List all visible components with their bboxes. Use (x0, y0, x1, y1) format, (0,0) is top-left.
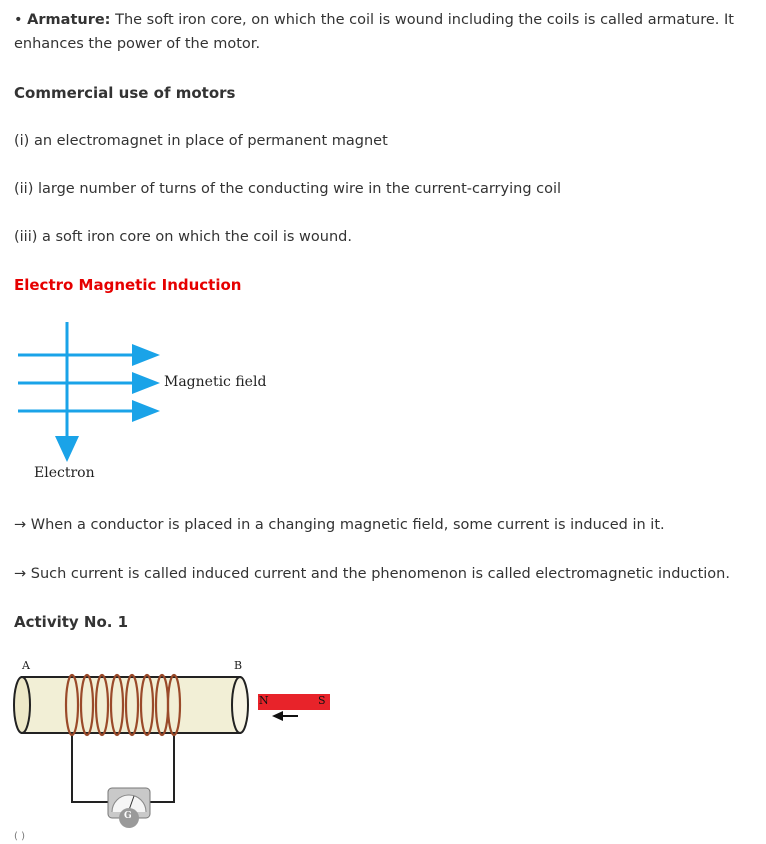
bullet: • (14, 12, 23, 28)
magnet-n-label: N (259, 694, 269, 707)
magnet-direction-arrow (272, 711, 298, 721)
electron-label: Electron (34, 465, 95, 481)
label-b: B (234, 659, 243, 672)
commercial-heading: Commercial use of motors (14, 84, 236, 102)
magnet-s-label: S (318, 694, 326, 707)
galvanometer (108, 788, 150, 828)
armature-paragraph (14, 8, 754, 56)
soft-iron-core (14, 677, 248, 733)
armature-text-line1: The soft iron core, on which the coil is wound including the coils is called armature. It (115, 12, 734, 28)
magnetic-field-lines (18, 344, 160, 422)
commercial-item-1: (i) an electromagnet in place of permanent magnet (14, 133, 388, 149)
commercial-item-3: (iii) a soft iron core on which the coil is wound. (14, 229, 352, 245)
induction-point-1: → When a conductor is placed in a changing magnetic field, some current is induced in it. (14, 517, 665, 533)
activity-heading: Activity No. 1 (14, 613, 129, 631)
armature-text-line2: enhances the power of the motor. (14, 36, 261, 52)
commercial-item-2: (ii) large number of turns of the conducting wire in the current-carrying coil (14, 181, 562, 197)
induction-point-2: → Such current is called induced current and the phenomenon is called electromagnetic induction. (14, 566, 730, 582)
magnetic-field-label: Magnetic field (164, 374, 267, 390)
induction-heading: Electro Magnetic Induction (14, 276, 242, 294)
electron-arrow (55, 322, 79, 462)
induction-diagram (0, 310, 300, 480)
armature-term: Armature: (27, 12, 111, 28)
activity-diagram (0, 652, 360, 837)
trailing-item: ( ) (14, 831, 25, 842)
galvanometer-label: G (124, 811, 132, 821)
label-a: A (22, 659, 30, 672)
